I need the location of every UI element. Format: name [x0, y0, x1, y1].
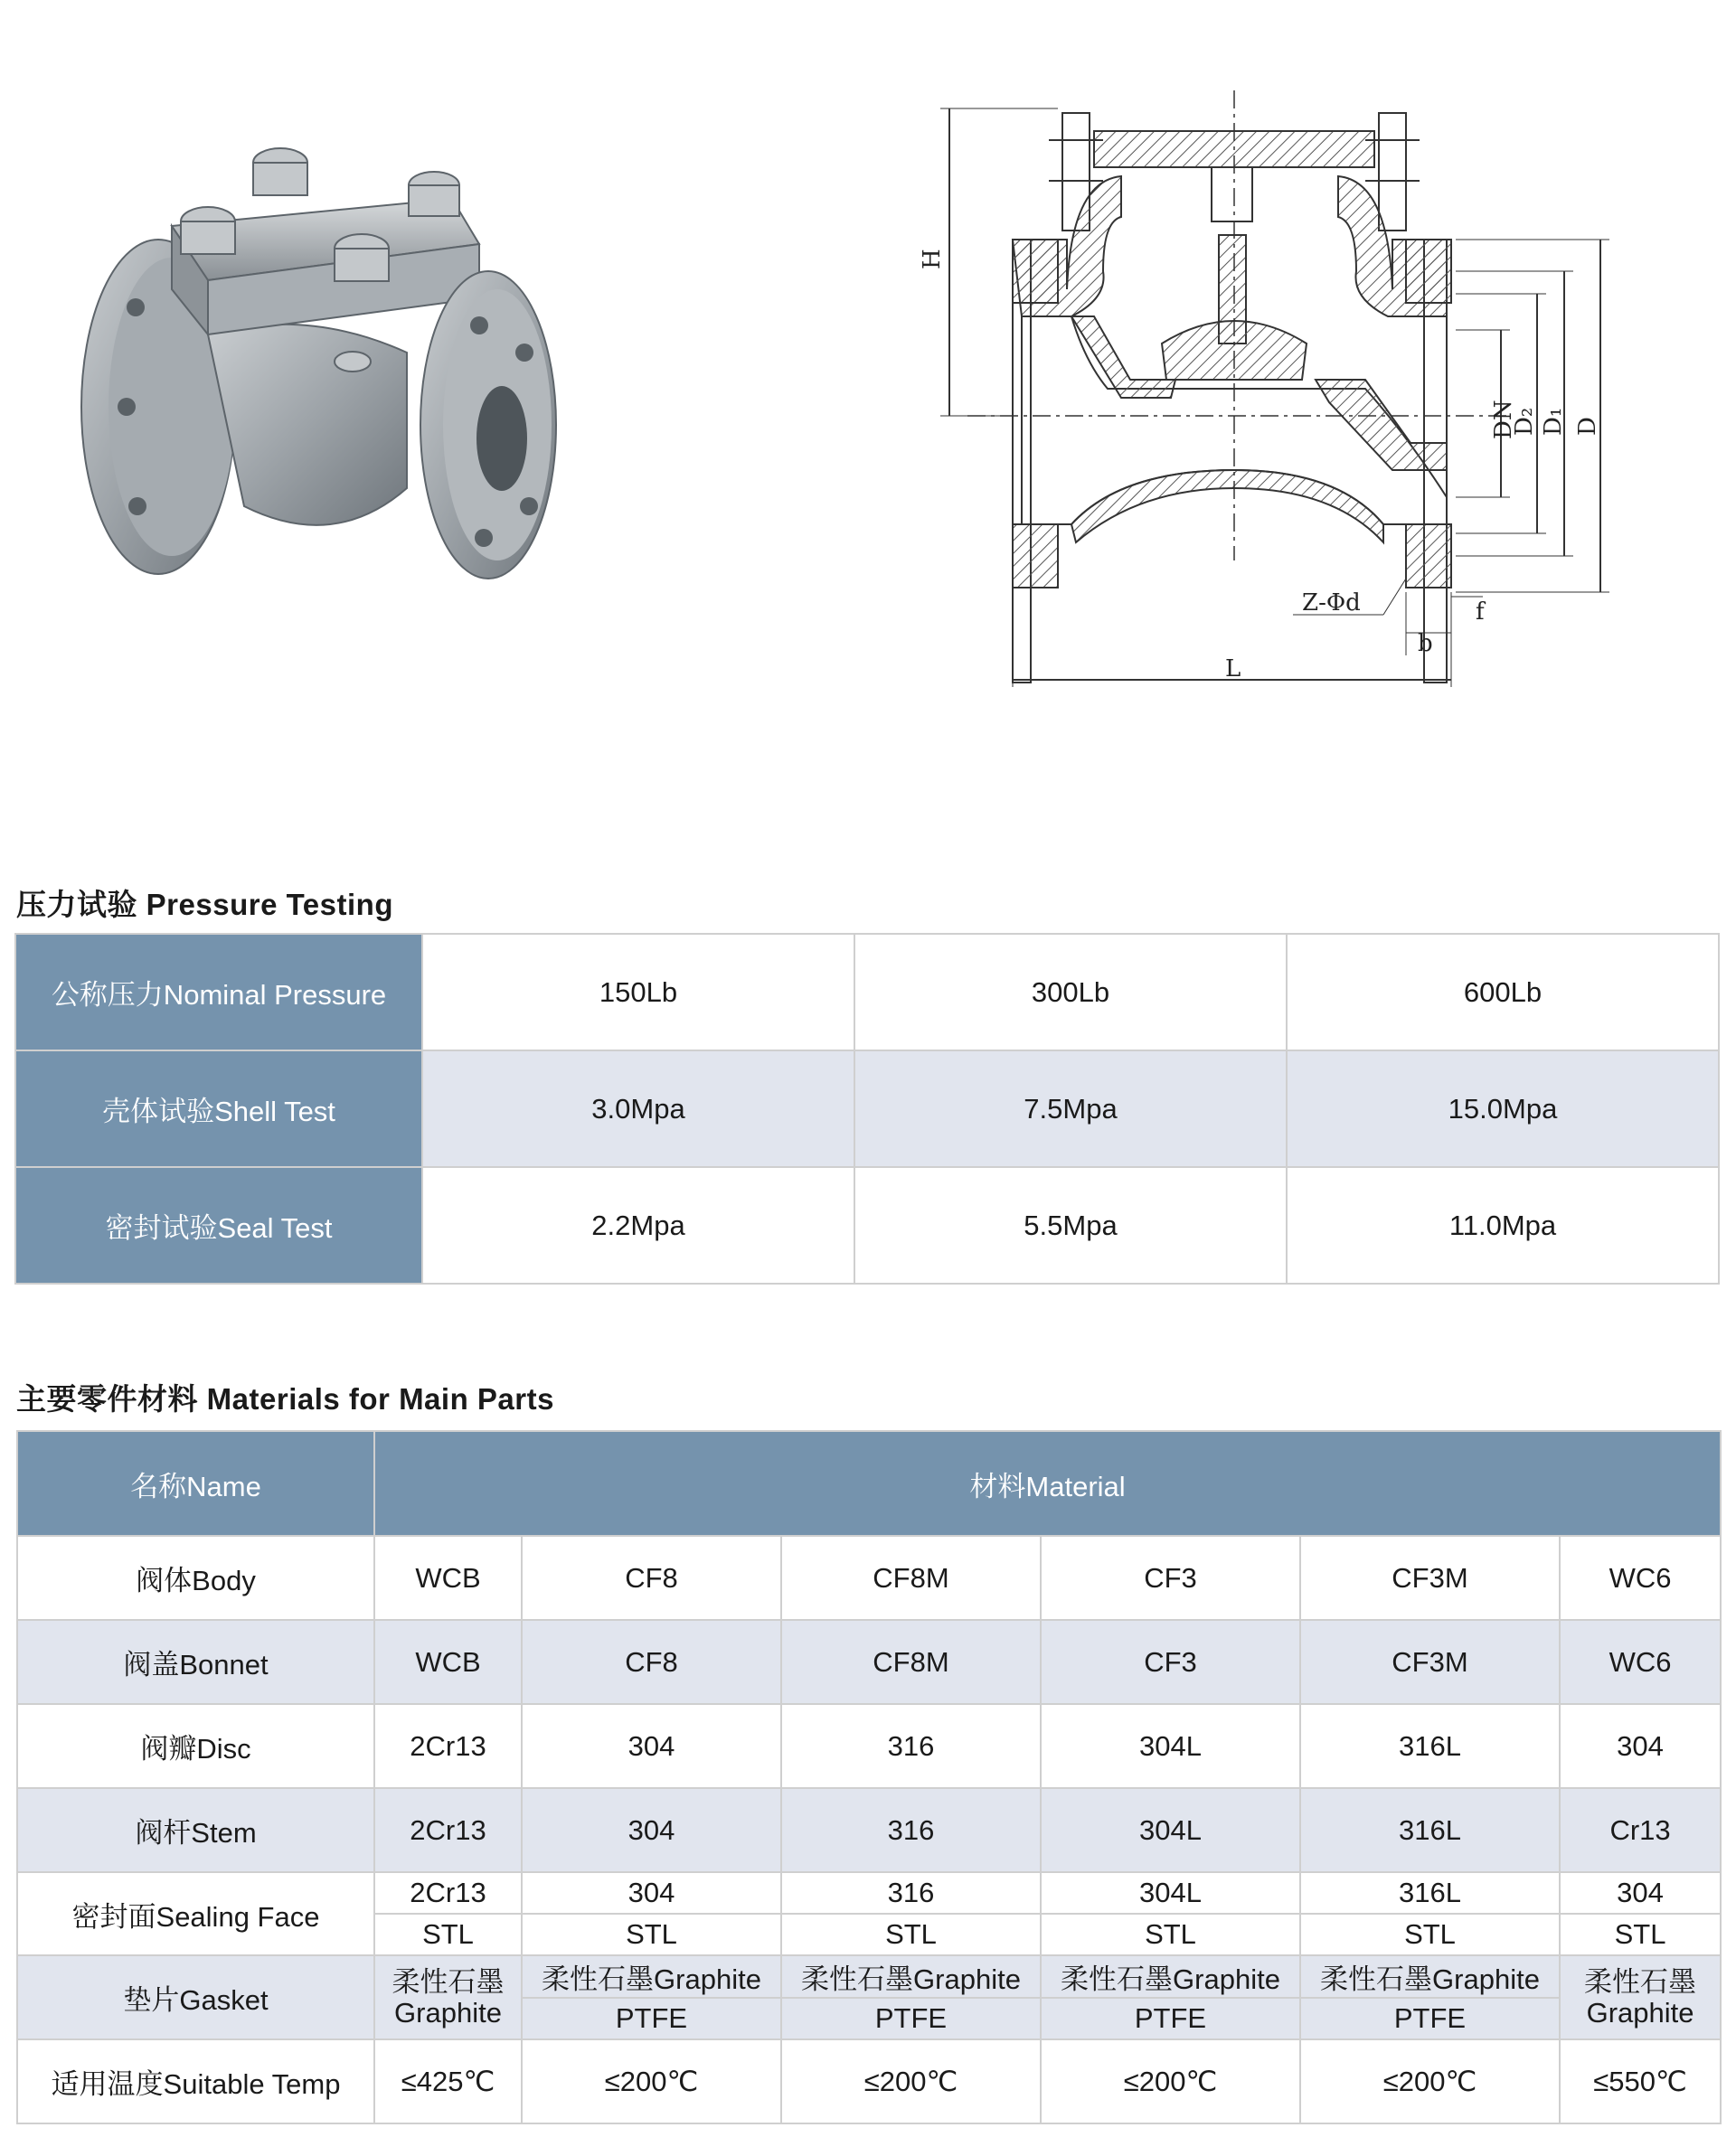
table-cell: 316L [1300, 1788, 1560, 1872]
table-cell: 15.0Mpa [1287, 1050, 1719, 1167]
row-label: 阀体Body [17, 1536, 374, 1620]
dim-b-label: b [1418, 630, 1433, 657]
dim-d2-label: D₂ [1511, 407, 1538, 436]
row-label: 适用温度Suitable Temp [17, 2039, 374, 2123]
table-cell: ≤200℃ [522, 2039, 781, 2123]
table-cell: ≤200℃ [1041, 2039, 1300, 2123]
dim-d-label: D [1574, 417, 1601, 436]
dim-f-label: f [1476, 598, 1485, 626]
table-cell: 304L [1041, 1788, 1300, 1872]
row-label: 阀瓣Disc [17, 1704, 374, 1788]
table-cell: 304L [1041, 1704, 1300, 1788]
table-cell: CF8M [781, 1536, 1041, 1620]
table-cell: 7.5Mpa [854, 1050, 1287, 1167]
materials-title: 主要零件材料 Materials for Main Parts [16, 1382, 554, 1416]
row-label: 密封试验Seal Test [15, 1167, 422, 1284]
gasket-last-line1: 柔性石墨 [1584, 1965, 1697, 1998]
table-cell: 304 [522, 1788, 781, 1872]
table-cell: 11.0Mpa [1287, 1167, 1719, 1284]
table-cell: ≤425℃ [374, 2039, 522, 2123]
table-cell: 304L [1041, 1872, 1300, 1914]
table-header-row [17, 1431, 1721, 1536]
table-cell: CF3M [1300, 1620, 1560, 1704]
table-cell: STL [781, 1914, 1041, 1955]
table-cell [1560, 1955, 1721, 2039]
table-cell: 2Cr13 [374, 1704, 522, 1788]
table-cell: 300Lb [854, 934, 1287, 1050]
table-row [17, 1704, 1721, 1788]
table-row [17, 2039, 1721, 2123]
materials-table [16, 1430, 1722, 2124]
table-cell: 2.2Mpa [422, 1167, 854, 1284]
table-cell: CF3 [1041, 1620, 1300, 1704]
table-cell: 316L [1300, 1872, 1560, 1914]
gasket-first-line2: Graphite [394, 1996, 502, 2029]
pressure-testing-title: 压力试验 Pressure Testing [16, 888, 393, 921]
dim-h-label: H [919, 249, 946, 269]
dim-dn-label: DN [1490, 400, 1517, 439]
table-cell: 5.5Mpa [854, 1167, 1287, 1284]
gasket-first-line1: 柔性石墨 [392, 1965, 505, 1998]
dim-d1-label: D₁ [1540, 407, 1567, 436]
table-cell: 2Cr13 [374, 1788, 522, 1872]
table-cell: STL [374, 1914, 522, 1955]
table-cell: STL [1041, 1914, 1300, 1955]
gasket-last-line2: Graphite [1586, 1996, 1694, 2029]
table-cell: 600Lb [1287, 934, 1719, 1050]
table-cell: 2Cr13 [374, 1872, 522, 1914]
table-cell: 柔性石墨Graphite [1300, 1955, 1560, 1998]
table-cell: WC6 [1560, 1536, 1721, 1620]
header-name: 名称Name [17, 1431, 374, 1536]
table-cell: STL [1560, 1914, 1721, 1955]
table-row [17, 1788, 1721, 1872]
table-cell: 304 [522, 1872, 781, 1914]
table-row [17, 1955, 1721, 1998]
table-cell: CF3M [1300, 1536, 1560, 1620]
table-cell: CF8 [522, 1536, 781, 1620]
table-cell: WCB [374, 1620, 522, 1704]
row-label: 壳体试验Shell Test [15, 1050, 422, 1167]
table-cell: ≤550℃ [1560, 2039, 1721, 2123]
row-label: 阀盖Bonnet [17, 1620, 374, 1704]
table-cell: 柔性石墨Graphite [1041, 1955, 1300, 1998]
table-cell: 150Lb [422, 934, 854, 1050]
table-cell: PTFE [1300, 1998, 1560, 2039]
valve-photo [72, 127, 579, 642]
table-cell: 316 [781, 1704, 1041, 1788]
table-cell: 3.0Mpa [422, 1050, 854, 1167]
table-cell: 316L [1300, 1704, 1560, 1788]
table-cell: 316 [781, 1872, 1041, 1914]
row-label: 密封面Sealing Face [17, 1872, 374, 1955]
table-cell: WC6 [1560, 1620, 1721, 1704]
table-cell: 304 [1560, 1704, 1721, 1788]
table-cell: 304 [522, 1704, 781, 1788]
table-row [15, 934, 1719, 1050]
table-row [17, 1620, 1721, 1704]
table-row [15, 1167, 1719, 1284]
table-cell: STL [1300, 1914, 1560, 1955]
table-cell: ≤200℃ [781, 2039, 1041, 2123]
table-cell: CF8M [781, 1620, 1041, 1704]
header-material: 材料Material [374, 1431, 1721, 1536]
table-row [15, 1050, 1719, 1167]
dim-z-label: Z-Φd [1302, 589, 1361, 617]
dim-l-label: L [1225, 655, 1241, 683]
pressure-testing-table [14, 933, 1720, 1285]
table-cell: STL [522, 1914, 781, 1955]
table-cell: 316 [781, 1788, 1041, 1872]
table-cell: CF8 [522, 1620, 781, 1704]
table-cell: WCB [374, 1536, 522, 1620]
table-cell [374, 1955, 522, 2039]
table-cell: ≤200℃ [1300, 2039, 1560, 2123]
valve-cross-section-drawing [913, 90, 1618, 705]
table-cell: 柔性石墨Graphite [522, 1955, 781, 1998]
table-row [17, 1536, 1721, 1620]
table-row [17, 1872, 1721, 1914]
row-label: 公称压力Nominal Pressure [15, 934, 422, 1050]
row-label: 垫片Gasket [17, 1955, 374, 2039]
table-cell: Cr13 [1560, 1788, 1721, 1872]
table-cell: 柔性石墨Graphite [781, 1955, 1041, 1998]
table-cell: PTFE [781, 1998, 1041, 2039]
table-cell: CF3 [1041, 1536, 1300, 1620]
table-cell: PTFE [522, 1998, 781, 2039]
row-label: 阀杆Stem [17, 1788, 374, 1872]
table-cell: 304 [1560, 1872, 1721, 1914]
table-cell: PTFE [1041, 1998, 1300, 2039]
